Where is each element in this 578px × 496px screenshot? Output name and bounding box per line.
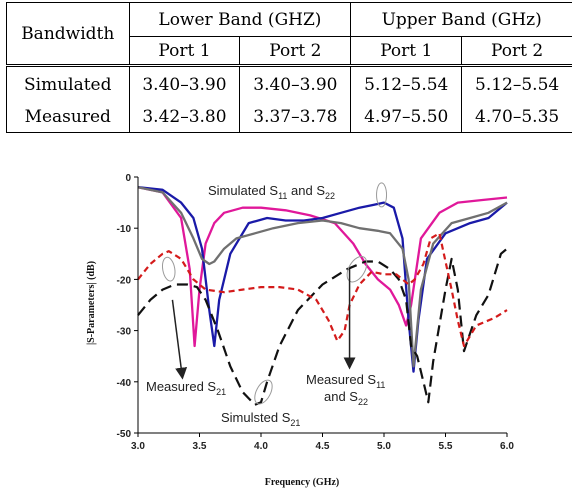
row-label: Measured (7, 102, 130, 133)
table-row (7, 102, 573, 133)
annotation-simulated-s11-s22: Simulated $S_{11}$ and $S_{22}$ (208, 183, 336, 201)
y-tick-label: -40 (116, 377, 131, 389)
y-tick-label: -20 (116, 275, 131, 287)
table-cell: 5.12–5.54 (351, 66, 462, 103)
table-cell: 3.40–3.90 (129, 66, 240, 103)
x-tick-label: 5.0 (377, 441, 391, 452)
table-corner-header: Bandwidth (7, 3, 130, 66)
x-tick-label: 4.5 (315, 441, 330, 452)
x-axis-label: Frequency (GHz) (264, 477, 340, 488)
lower-band-header: Lower Band (GHZ) (129, 3, 351, 37)
x-tick-label: 3.0 (131, 441, 145, 452)
annotation-measured-s11: Measured $S_{11}$ (306, 372, 386, 390)
row-label: Simulated (7, 66, 130, 103)
y-tick-label: -30 (116, 326, 131, 338)
upper-band-header: Upper Band (GHz) (351, 3, 572, 37)
table-cell: 3.42–3.80 (129, 102, 240, 133)
table-cell: 4.97–5.50 (351, 102, 462, 133)
x-tick-label: 6.0 (500, 441, 514, 452)
x-tick-label: 3.5 (192, 441, 207, 452)
plot-area (138, 177, 507, 433)
bandwidth-table (6, 2, 572, 133)
port-header: Port 2 (462, 37, 572, 66)
port-header: Port 1 (129, 37, 240, 66)
x-tick-label: 5.5 (438, 441, 453, 452)
port-header: Port 1 (351, 37, 462, 66)
y-tick-label: 0 (125, 173, 131, 184)
annotation-measured-s21: Measured $S_{21}$ (146, 379, 227, 397)
plot-background (138, 177, 507, 433)
table-cell: 5.12–5.54 (475, 74, 560, 95)
table-cell: 3.37–3.78 (240, 102, 351, 133)
y-tick-label: -10 (116, 224, 131, 236)
y-axis-label: |S-Parameters| (dB) (86, 260, 97, 346)
x-tick-label: 4.0 (254, 441, 268, 452)
table-cell: 4.70–5.35 (462, 102, 572, 133)
annotation-simulated-s21: Simulsted $S_{21}$ (221, 410, 301, 428)
y-tick-label: -50 (116, 429, 131, 440)
table-row (7, 66, 573, 103)
table-cell: 3.40–3.90 (240, 66, 351, 103)
annotation-and-s22: and $S_{22}$ (324, 389, 368, 407)
port-header: Port 2 (240, 37, 351, 66)
s-parameter-chart (80, 165, 520, 490)
